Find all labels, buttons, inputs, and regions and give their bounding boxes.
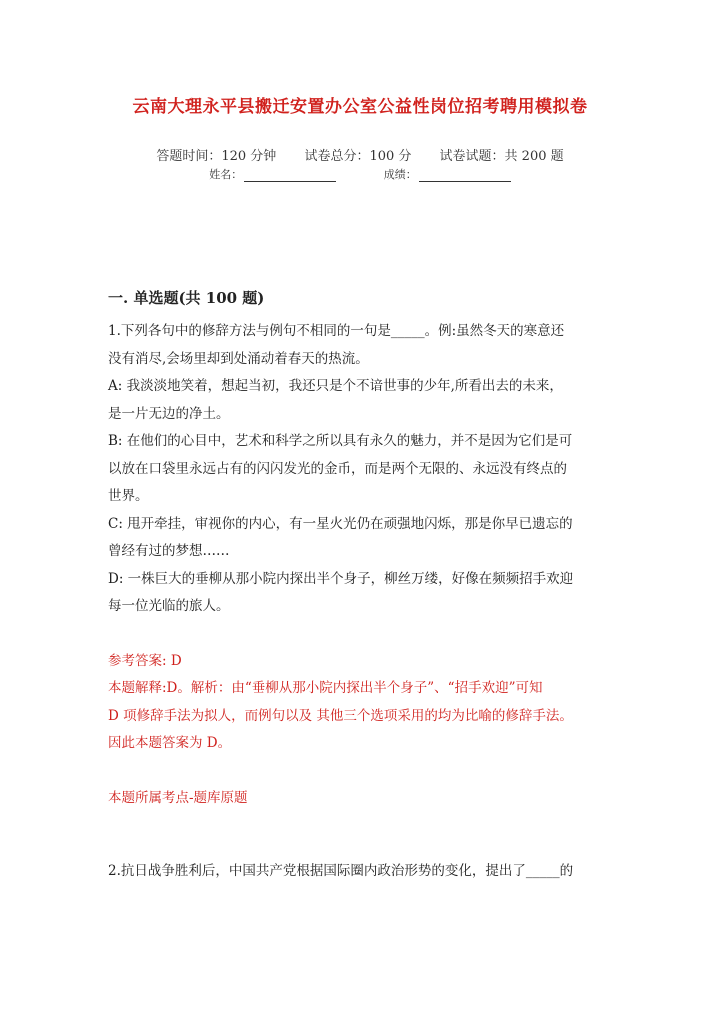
score-label: 成绩：: [383, 168, 417, 181]
exam-total-questions: 试卷试题：共 200 题: [439, 149, 564, 164]
name-blank: [244, 171, 336, 182]
question-stem-line: 2.抗日战争胜利后，中国共产党根据国际圈内政治形势的变化，提出了_____的: [108, 863, 574, 879]
exam-meta: [0, 145, 720, 164]
knowledge-point: 本题所属考点-题库原题: [108, 789, 248, 806]
exam-title: 云南大理永平县搬迁安置办公室公益性岗位招考聘用模拟卷: [132, 97, 588, 117]
option-d-line: 每一位光临的旅人。: [108, 598, 230, 614]
name-field: [209, 166, 336, 182]
spacer: [108, 812, 614, 858]
question-stem-line: 没有消尽,会场里却到处涌动着春天的热流。: [108, 350, 369, 367]
option-b-line: 以放在口袋里永远占有的闪闪发光的金币，而是两个无限的、永远没有终点的: [108, 460, 567, 477]
option-b-line: B: 在他们的心目中，艺术和科学之所以具有永久的魅力，并不是因为它们是可: [108, 433, 573, 449]
option-b-line: 世界。: [108, 488, 149, 504]
explanation-line: D 项修辞手法为拟人，而例句以及 其他三个选项采用的均为比喻的修辞手法。: [108, 707, 573, 724]
explanation-line: 因此本题答案为 D。: [108, 735, 232, 751]
score-blank: [419, 171, 511, 182]
option-d-line: D: 一株巨大的垂柳从那小院内探出半个身子，柳丝万缕，好像在频频招手欢迎: [108, 570, 574, 587]
candidate-info: [0, 166, 720, 182]
reference-answer: 参考答案: D: [108, 652, 182, 669]
exam-total-score: 试卷总分：100 分: [304, 149, 412, 164]
option-a-line: 是一片无边的净土。: [108, 405, 230, 422]
spacer: [108, 621, 614, 648]
option-c-line: C: 甩开牵挂，审视你的内心，有一星火光仍在顽强地闪烁，那是你早已遗忘的: [108, 515, 573, 532]
explanation-line: 本题解释:D。解析：由“垂柳从那小院内探出半个身子”、“招手欢迎”可知: [108, 680, 543, 696]
question-list: [108, 318, 614, 886]
question-stem-line: 1.下列各句中的修辞方法与例句不相同的一句是_____。例:虽然冬天的寒意还: [108, 323, 565, 339]
exam-time: 答题时间：120 分钟: [156, 149, 277, 164]
score-field: [384, 166, 511, 182]
name-label: 姓名：: [209, 168, 243, 181]
question-2: [108, 858, 614, 886]
spacer: [108, 758, 614, 785]
section-title: 一. 单选题(共 100 题): [108, 289, 265, 307]
option-c-line: 曾经有过的梦想……: [108, 543, 230, 559]
question-1: [108, 318, 614, 812]
option-a-line: A: 我淡淡地笑着，想起当初，我还只是个不谙世事的少年,所看出去的未来，: [108, 378, 563, 394]
